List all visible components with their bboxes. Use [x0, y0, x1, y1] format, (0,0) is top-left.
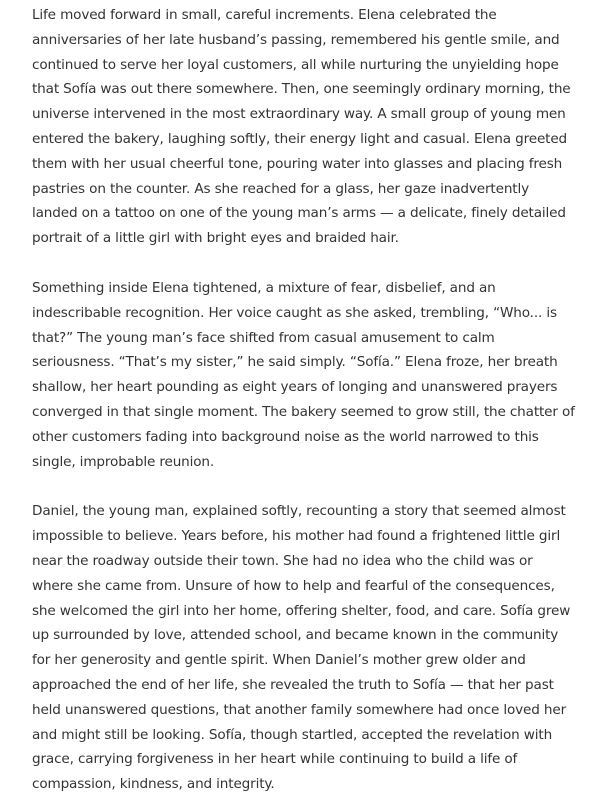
paragraph-1: Life moved forward in small, careful increments. Elena celebrated the anniversaries of her late husband’s passing, remembered his gentle smile, and continued to serve her loyal customers, all while nurturing the unyielding hope that Sofía was out there somewhere. Then, one seemingly ordinary morning, the universe intervened in the most extraordinary way. A small group of young men entered the bakery, laughing softly, their energy light and casual. Elena greeted them with her usual cheerful tone, pouring water into glasses and placing fresh pastries on the counter. As she reached for a glass, her gaze inadvertently landed on a tattoo on one of the young man’s arms — a delicate, finely detailed portrait of a little girl with bright eyes and braided hair. — [32, 7, 571, 247]
paragraph-2: Something inside Elena tightened, a mixture of fear, disbelief, and an indescribable recognition. Her voice caught as she asked, trembling, “Who... is that?” The young man’s face shifted from casual amusement to calm seriousness. “That’s my sister,” he said simply. “Sofía.” Elena froze, her breath shallow, her heart pounding as eight years of longing and unanswered prayers converged in that single moment. The bakery seemed to grow still, the chatter of other customers fading into background noise as the world narrowed to this single, improbable reunion. — [32, 279, 575, 470]
paragraph-3: Daniel, the young man, explained softly, recounting a story that seemed almost impossible to believe. Years before, his mother had found a frightened little girl near the roadway outside their town. She had no idea who the child was or where she came from. Unsure of how to help and fearful of the consequences, she welcomed the girl into her home, offering shelter, food, and care. Sofía grew up surrounded by love, attended school, and became known in the community for her generosity and gentle spirit. When Daniel’s mother grew older and approached the end of her life, she revealed the truth to Sofía — that her past held unanswered questions, that another family somewhere had once loved her and might still be looking. Sofía, though startled, accepted the revelation with grace, carrying forgiveness in her heart while continuing to build a life of compassion, kindness, and integrity. — [32, 503, 571, 793]
